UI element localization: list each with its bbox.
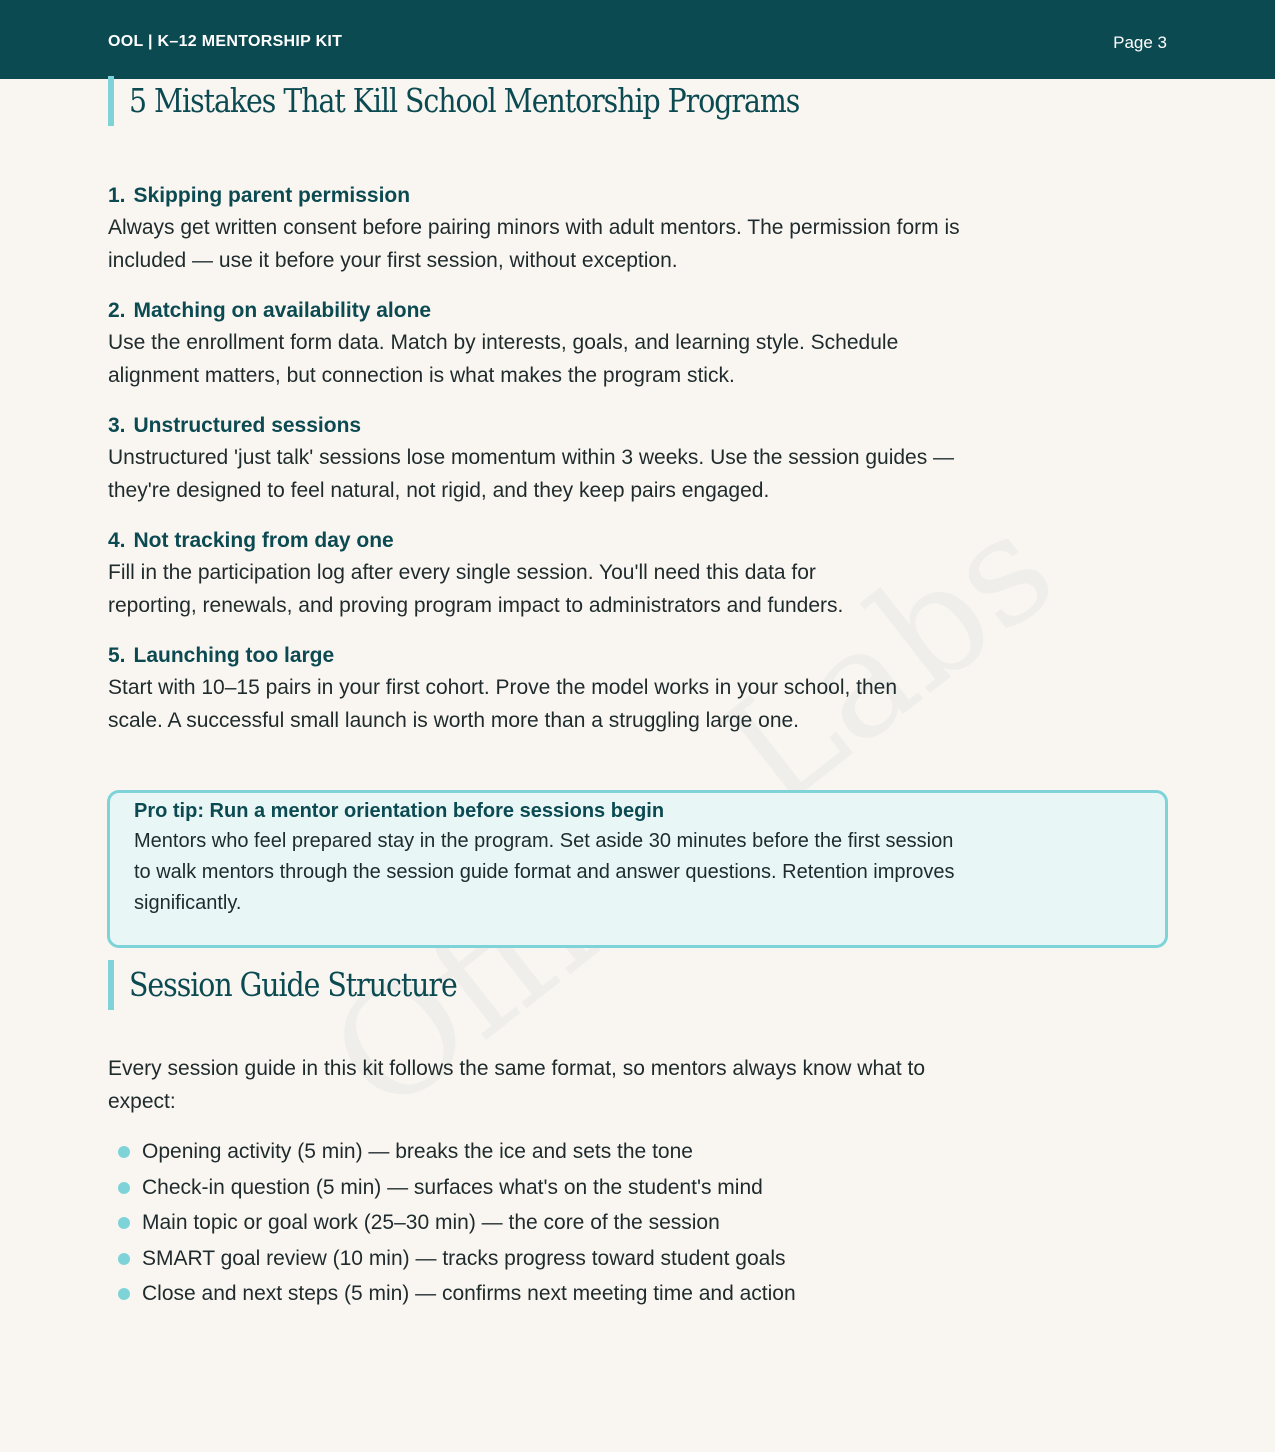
header-brand: OOL | K–12 MENTORSHIP KIT <box>108 33 343 50</box>
mistake-number: 4. <box>108 529 126 552</box>
mistake-item <box>108 296 1108 392</box>
step-text: Check-in question (5 min) — surfaces what's on the student's mind <box>142 1175 763 1199</box>
bullet-dot-icon <box>118 1182 130 1194</box>
mistake-number: 5. <box>108 644 126 667</box>
pro-tip-title: Pro tip: Run a mentor orientation before sessions begin <box>134 800 665 822</box>
mistake-number: 2. <box>108 299 126 322</box>
list-item <box>108 1170 796 1206</box>
page-header <box>0 0 1275 79</box>
mistake-heading <box>108 296 1108 326</box>
mistake-title: Not tracking from day one <box>133 529 394 552</box>
pro-tip-body: Mentors who feel prepared stay in the program. Set aside 30 minutes before the first session to walk mentors through the session guide format and answer questions. Retention improves significantly. <box>134 830 955 914</box>
step-text: SMART goal review (10 min) — tracks progress toward student goals <box>142 1246 786 1270</box>
mistakes-list <box>108 181 1108 756</box>
mistake-title: Unstructured sessions <box>133 414 362 437</box>
session-steps-list <box>108 1134 796 1312</box>
pro-tip-callout <box>107 790 1168 948</box>
session-intro: Every session guide in this kit follows the same format, so mentors always know what to expect: <box>108 1057 926 1113</box>
mistakes-title-text: 5 Mistakes That Kill School Mentorship Programs <box>129 81 800 120</box>
mistake-heading <box>108 411 1108 441</box>
list-item <box>108 1241 796 1277</box>
mistake-item <box>108 641 1108 737</box>
mistake-title: Skipping parent permission <box>133 184 411 207</box>
mistake-heading <box>108 181 1108 211</box>
mistake-heading <box>108 526 1108 556</box>
mistake-item <box>108 181 1108 277</box>
list-item <box>108 1205 796 1241</box>
session-title-text: Session Guide Structure <box>129 965 457 1004</box>
list-item <box>108 1276 796 1312</box>
mistake-body: Fill in the participation log after every single session. You'll need this data for reporting, renewals, and proving program impact to administrators and funders. <box>108 561 844 617</box>
mistake-body: Unstructured 'just talk' sessions lose momentum within 3 weeks. Use the session guides — they're designed to feel natural, not rigid, and they keep pairs engaged. <box>108 446 955 502</box>
step-text: Close and next steps (5 min) — confirms next meeting time and action <box>142 1282 796 1305</box>
mistake-number: 1. <box>108 184 126 207</box>
mistake-body: Always get written consent before pairing minors with adult mentors. The permission form is included — use it before your first session, without exception. <box>108 216 960 272</box>
session-section-title <box>108 960 510 1010</box>
mistake-item <box>108 526 1108 622</box>
mistakes-section-title <box>108 76 908 126</box>
mistake-heading <box>108 641 1108 671</box>
page-number: Page 3 <box>1113 33 1167 52</box>
mistake-title: Matching on availability alone <box>133 299 432 322</box>
bullet-dot-icon <box>118 1253 130 1265</box>
bullet-dot-icon <box>118 1288 130 1300</box>
mistake-body: Use the enrollment form data. Match by interests, goals, and learning style. Schedule alignment matters, but connection is what makes the program stick. <box>108 331 899 387</box>
list-item <box>108 1134 796 1170</box>
bullet-dot-icon <box>118 1146 130 1158</box>
step-text: Opening activity (5 min) — breaks the ice and sets the tone <box>142 1140 693 1163</box>
mistake-number: 3. <box>108 414 126 437</box>
mistake-body: Start with 10–15 pairs in your first cohort. Prove the model works in your school, then scale. A successful small launch is worth more than a struggling large one. <box>108 676 898 732</box>
mistake-item <box>108 411 1108 507</box>
step-text: Main topic or goal work (25–30 min) — the core of the session <box>142 1211 720 1234</box>
bullet-dot-icon <box>118 1217 130 1229</box>
mistake-title: Launching too large <box>133 644 335 667</box>
